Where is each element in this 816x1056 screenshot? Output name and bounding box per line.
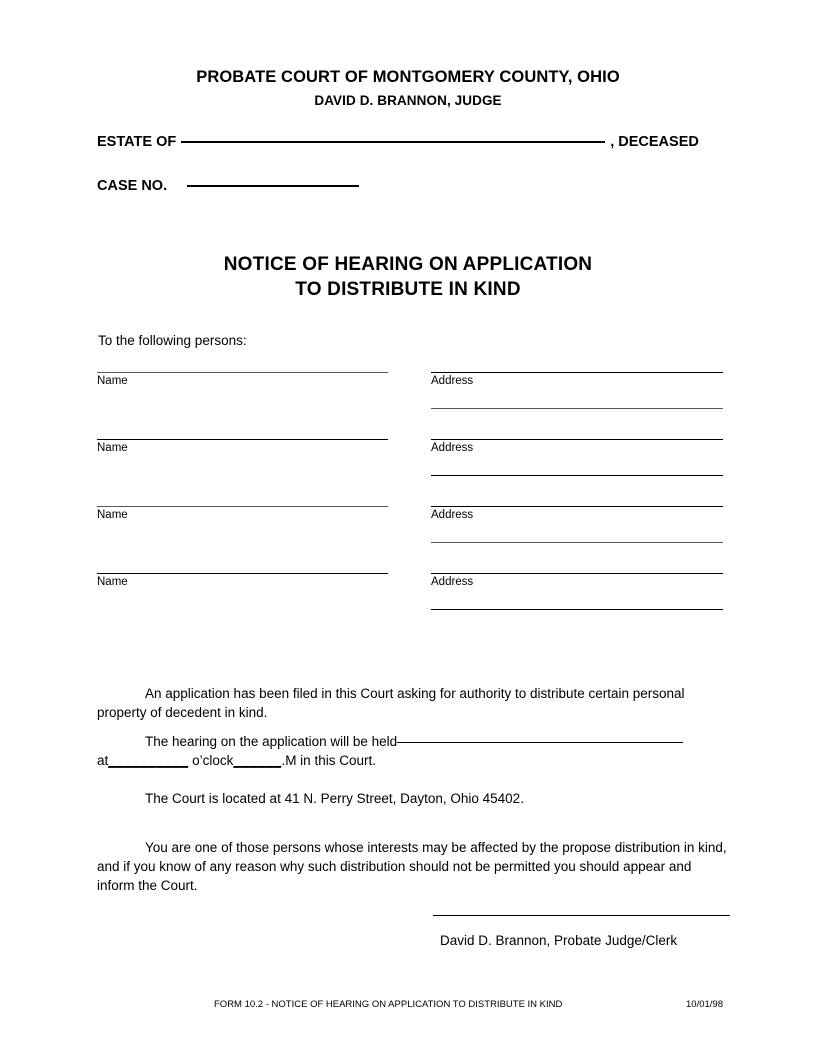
recipient-address-field[interactable]: [431, 506, 723, 543]
recipient-block: [0, 506, 816, 573]
document-title-line-1: NOTICE OF HEARING ON APPLICATION: [223, 254, 593, 275]
recipient-name-label: Name: [97, 576, 128, 588]
footer-form-text: FORM 10.2 - NOTICE OF HEARING ON APPLICATION TO DISTRIBUTE IN KIND: [214, 999, 563, 1010]
recipient-address-label: Address: [431, 442, 474, 454]
recipient-name-field[interactable]: [97, 573, 388, 589]
recipients-list: [0, 372, 816, 640]
hearing-time-blank[interactable]: __________: [108, 753, 189, 768]
footer-date: 10/01/98: [686, 999, 723, 1010]
recipient-block: [0, 573, 816, 640]
deceased-label: , DECEASED: [610, 134, 699, 150]
signature-rule[interactable]: [433, 915, 730, 916]
recipient-block: [0, 372, 816, 439]
recipient-address-field[interactable]: [431, 573, 723, 610]
estate-of-input-rule[interactable]: [181, 141, 605, 143]
hearing-intro-line: [97, 732, 731, 751]
hearing-at-label: at: [97, 753, 109, 768]
document-title-line-2: TO DISTRIBUTE IN KIND: [295, 279, 521, 300]
estate-of-row: [97, 134, 757, 154]
recipient-address-label: Address: [431, 576, 474, 588]
hearing-paragraph: [97, 732, 731, 770]
hearing-ampm-blank[interactable]: ______: [233, 753, 282, 768]
application-paragraph: An application has been filed in this Court asking for authority to distribute certain personal property of decedent in kind.: [97, 686, 685, 720]
recipient-name-label: Name: [97, 442, 128, 454]
recipient-address-rule-2[interactable]: [431, 408, 723, 409]
signature-label: David D. Brannon, Probate Judge/Clerk: [440, 933, 678, 948]
estate-of-label: ESTATE OF: [97, 134, 177, 150]
recipient-name-field[interactable]: [97, 439, 388, 455]
recipients-intro: To the following persons:: [98, 333, 247, 348]
hearing-oclock-label: o’clock: [188, 753, 234, 768]
hearing-intro-text: The hearing on the application will be held: [145, 734, 398, 749]
notice-paragraph: You are one of those persons whose interests may be affected by the propose distribution in kind, and if you know of any reason why such distribution should not be permitted you should appear and inform the Court.: [97, 840, 727, 893]
judge-title: DAVID D. BRANNON, JUDGE: [314, 93, 502, 108]
recipient-name-field[interactable]: [97, 372, 388, 388]
recipient-name-label: Name: [97, 509, 128, 521]
recipient-address-rule-2[interactable]: [431, 609, 723, 610]
case-no-row: [97, 178, 597, 198]
case-no-label: CASE NO.: [97, 178, 168, 194]
hearing-date-rule[interactable]: [397, 742, 683, 743]
document-title: [0, 252, 816, 302]
court-title: PROBATE COURT OF MONTGOMERY COUNTY, OHIO: [196, 68, 620, 86]
recipient-address-rule-2[interactable]: [431, 475, 723, 476]
recipient-address-field[interactable]: [431, 439, 723, 476]
recipient-block: [0, 439, 816, 506]
hearing-tail-text: .M in this Court.: [281, 753, 376, 768]
hearing-time-line: [97, 751, 731, 770]
recipient-name-field[interactable]: [97, 506, 388, 522]
location-paragraph: The Court is located at 41 N. Perry Street, Dayton, Ohio 45402.: [145, 791, 524, 806]
recipient-name-label: Name: [97, 375, 128, 387]
recipient-address-label: Address: [431, 509, 474, 521]
recipient-address-rule-2[interactable]: [431, 542, 723, 543]
case-no-input-rule[interactable]: [187, 185, 359, 187]
recipient-address-field[interactable]: [431, 372, 723, 409]
recipient-address-label: Address: [431, 375, 474, 387]
